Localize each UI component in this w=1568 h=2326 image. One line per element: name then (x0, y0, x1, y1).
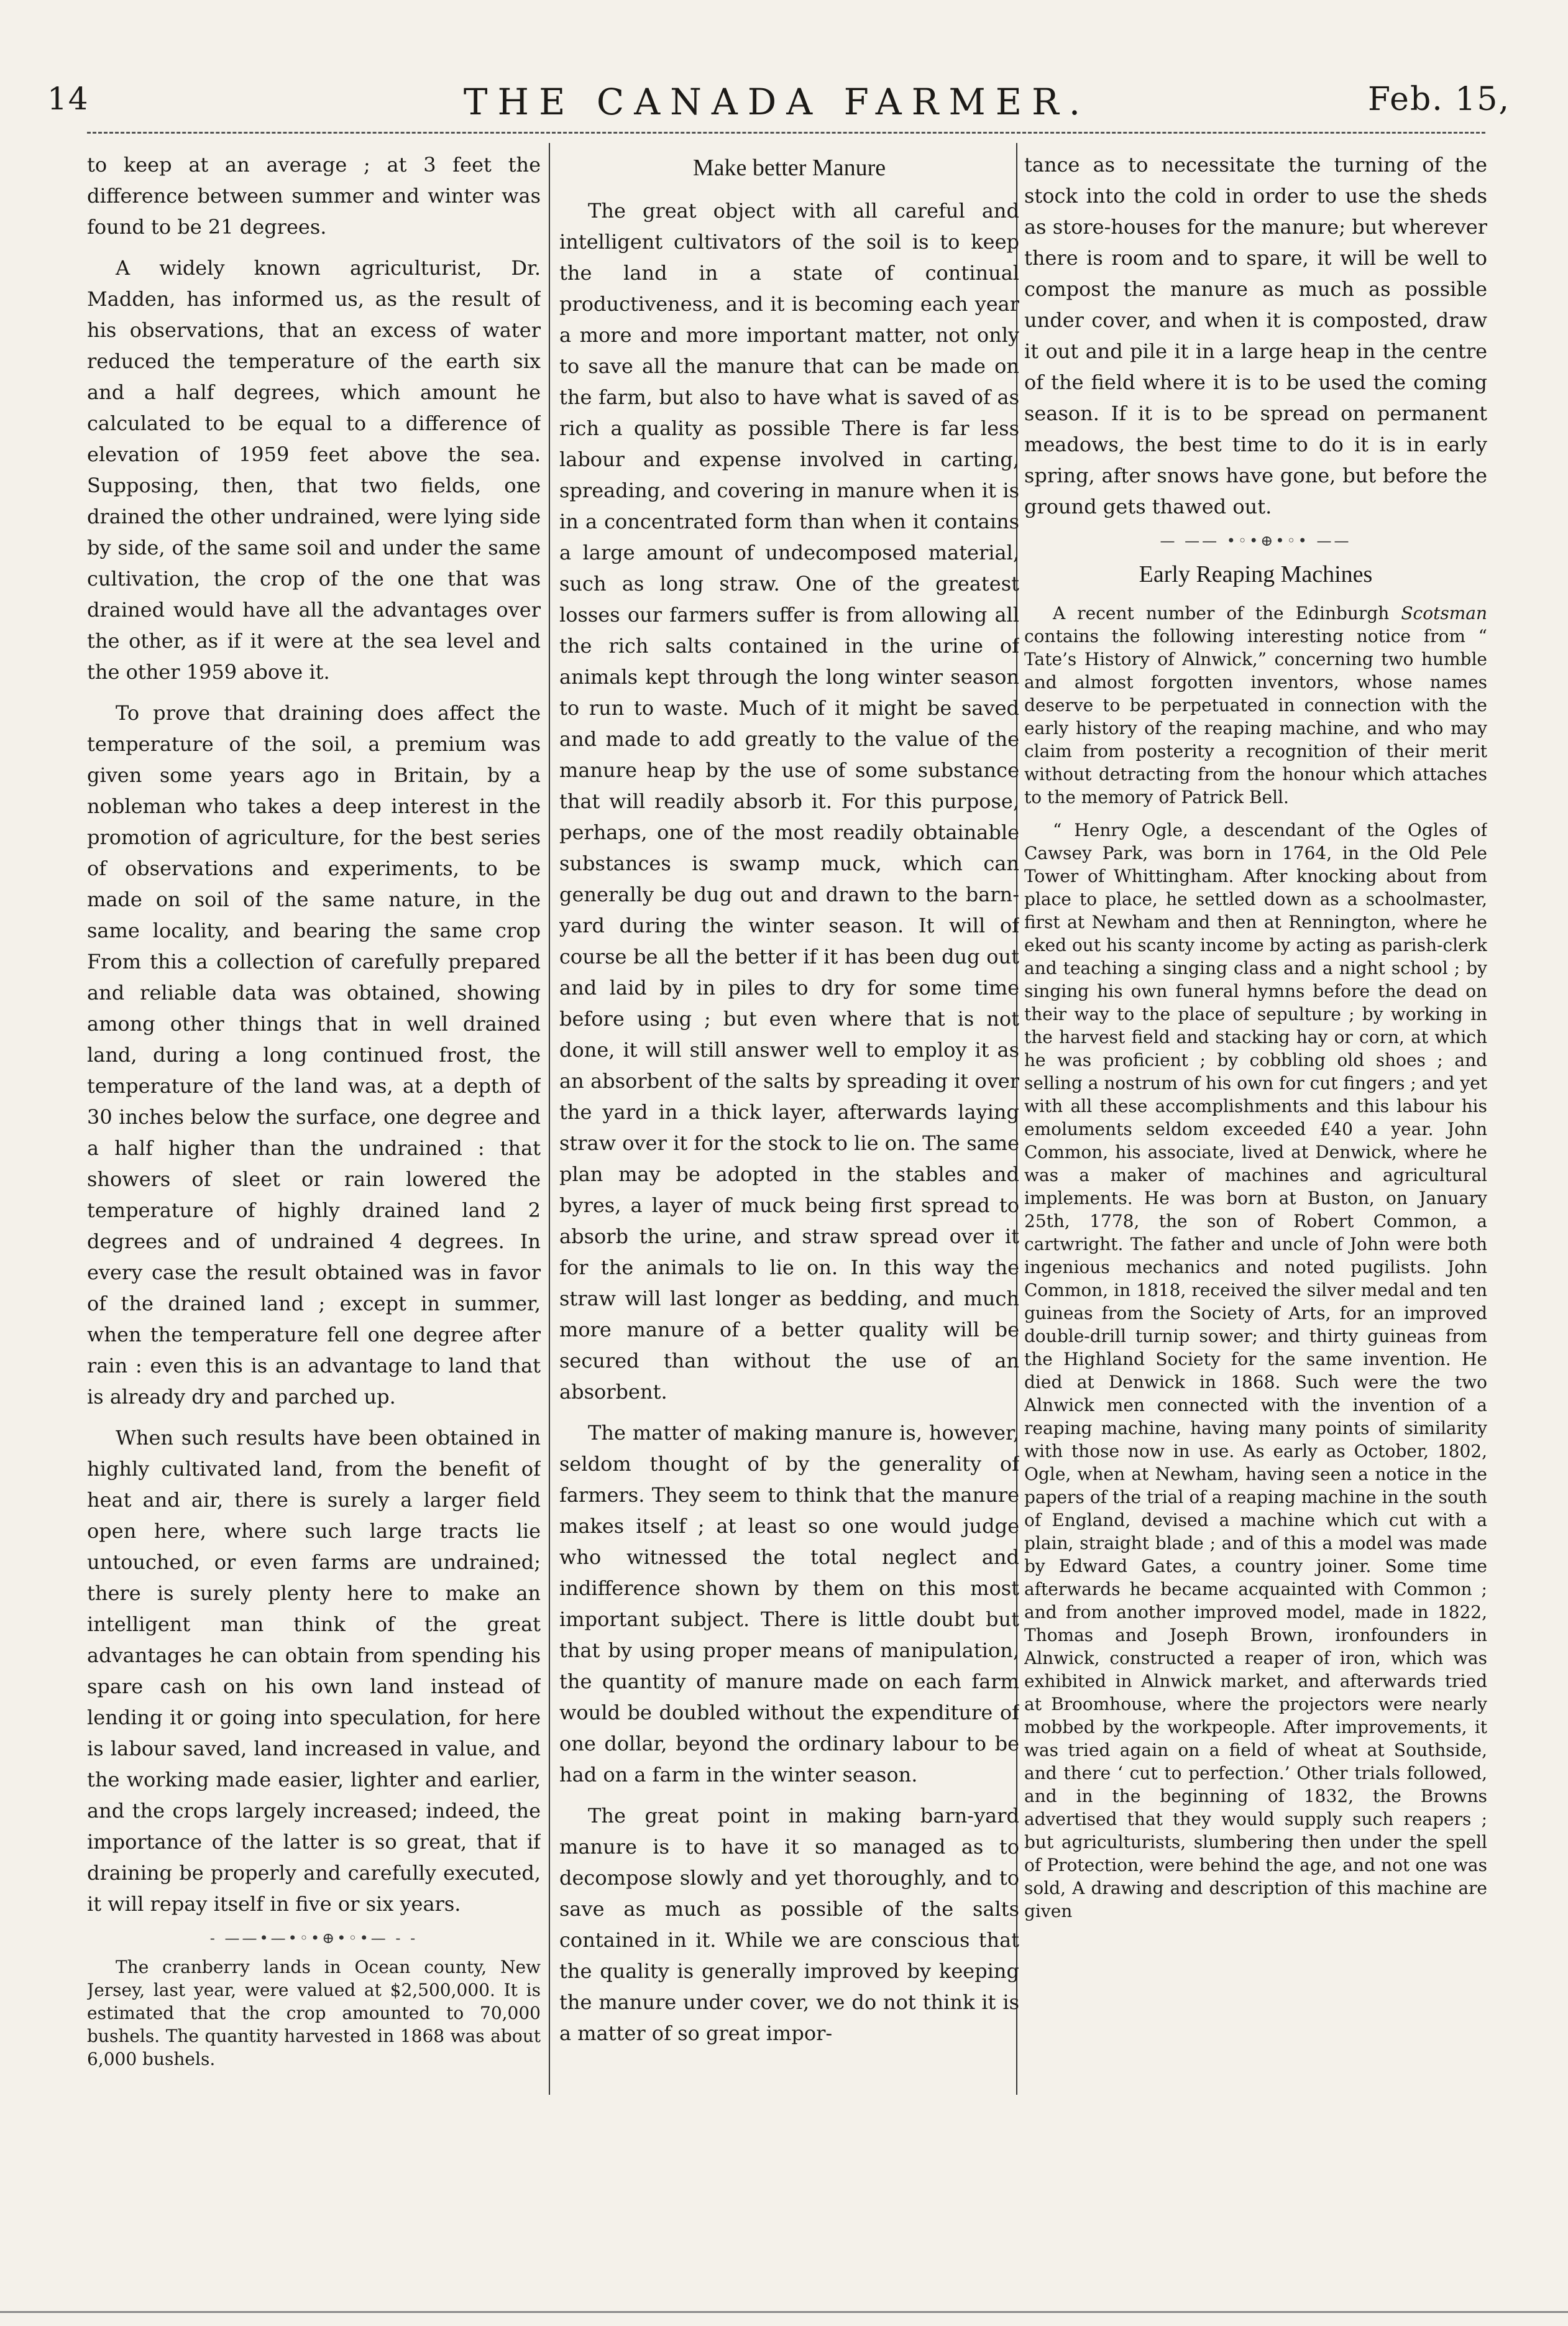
paragraph: When such results have been obtained in highly cultivated land, from the benefit of heat and air, there is surely a larger field open here, where such large tracts lie untouched, or even farms are undrained; there is surely plenty here to make an intelligent man think of the great advantages he can obtain from spending his spare cash on his own land instead of lending it or going into speculation, for here is labour saved, land increased in value, and the working made easier, lighter and earlier, and the crops largely increased; indeed, the importance of the latter is so great, that if draining be properly and carefully executed, it will repay itself in five or six years. (87, 1426, 541, 1916)
section-ornament: - ——•—•◦•⊕•◦•— - - (209, 1929, 418, 1947)
paragraph: The great point in making barn-yard manure is to have it so managed as to decompose slowly and yet thoroughly, and to save as much as possible of the salts contained in it. While we are conscious that the quality is generally improved by keeping the manure under cover, we do not think it is a matter of so great impor- (559, 1804, 1019, 2045)
page-number: 14 (47, 81, 89, 117)
paragraph: To prove that draining does affect the temperature of the soil, a premium was given some years ago in Britain, by a nobleman who takes a deep interest in the promotion of agriculture, for the best series of observations and experiments, to be made on soil of the same nature, in the same locality, and bearing the same crop From this a collection of carefully prepared and reliable data was obtained, showing among other things that in well drained land, during a long continued frost, the temperature of the land was, at a depth of 30 inches below the surface, one degree and a half higher than the undrained : that showers of sleet or rain lowered the temperature of highly drained land 2 degrees and of undrained 4 degrees. In every case the result obtained was in favor of the drained land ; except in summer, when the temperature fell one degree after rain : even this is an advantage to land that is already dry and parched up. (87, 701, 541, 1409)
publication-name: Scotsman (1401, 603, 1487, 623)
article-heading: Make better Manure (692, 155, 886, 181)
paragraph (1024, 602, 1487, 809)
header-rule (87, 132, 1485, 134)
section-ornament: — —— •◦•⊕•◦• —— (1160, 532, 1352, 549)
column-1 (87, 149, 541, 2107)
masthead-title: THE CANADA FARMER. (463, 81, 1091, 123)
paragraph: to keep at an average ; at 3 feet the difference between summer and winter was found to be 21 degrees. (87, 153, 541, 239)
page-header (44, 81, 1510, 124)
bottom-rule (0, 2311, 1568, 2313)
article-heading: Early Reaping Machines (1139, 561, 1373, 587)
quoted-paragraph: “ Henry Ogle, a descendant of the Ogles of Cawsey Park, was born in 1764, in the Old Pele Tower of Whittingham. After knocking about from place to place, he settled down as a schoolmaster, first at Newham and then at Rennington, where he eked out his scanty income by acting as parish-clerk and teaching a singing class and a night school ; by singing his own funeral hymns before the dead on their way to the place of sepulture ; by working in the harvest field and stacking hay or corn, at which he was proficient ; by cobbling old shoes ; and selling a nostrum of his own for cut fingers ; and yet with all these accomplishments and this labour his emoluments seldom exceeded £40 a year. John Common, his associate, lived at Denwick, where he was a maker of machines and agricultural implements. He was born at Buston, on January 25th, 1778, the son of Robert Common, a cartwright. The father and uncle of John were both ingenious mechanics and noted pugilists. John Common, in 1818, received the silver medal and ten guineas from the Society of Arts, for an improved double-drill turnip sower; and thirty guineas from the Highland Society for the same invention. He died at Denwick in 1868. Such were the two Alnwick men connected with the invention of a reaping machine, having many points of similarity with those now in use. As early as October, 1802, Ogle, when at Newham, having seen a notice in the papers of the trial of a reaping machine in the south of England, devised a machine which cut with a plain, straight blade ; and of this a model was made by Edward Gates, a country joiner. Some time afterwards he became acquainted with Common ; and from another improved model, made in 1822, Thomas and Joseph Brown, ironfounders in Alnwick, constructed a reaper of iron, which was exhibited in Alnwick market, and afterwards tried at Broomhouse, where the projectors were nearly mobbed by the workpeople. After improvements, it was tried again on a field of wheat at Southside, and there ‘ cut to perfection.’ Other trials followed, and in the beginning of 1832, the Browns advertised that they would supply such reapers ; but agriculturists, slumbering then under the spell of Protection, were behind the age, and not one was sold, A drawing and description of this machine are given (1024, 820, 1487, 1921)
paragraph: A widely known agriculturist, Dr. Madden, has informed us, as the result of his observations, that an excess of water reduced the temperature of the earth six and a half degrees, which amount he calculated to be equal to a difference of elevation of 1959 feet above the sea. Supposing, then, that two fields, one drained the other undrained, were lying side by side, of the same soil and under the same cultivation, the crop of the one that was drained would have all the advantages over the other, as if it were at the sea level and the other 1959 above it. (87, 256, 541, 684)
text-run: A recent number of the Edinburgh (1053, 603, 1390, 623)
paragraph: tance as to necessitate the turning of the stock into the cold in order to use the sheds as store-houses for the manure; but wherever there is room and to spare, it will be well to compost the manure as much as possible under cover, and when it is composted, draw it out and pile it in a large heap in the centre of the field where it is to be used the coming season. If it is to be spread on permanent meadows, the best time to do it is in early spring, after snows have gone, but before the ground gets thawed out. (1024, 153, 1487, 518)
column-2 (559, 149, 1019, 2107)
column-divider (549, 143, 550, 2095)
column-3 (1024, 149, 1487, 2107)
text-run: contains the following interesting notice from “ Tate’s History of Alnwick,” concerning two humble and almost forgotten inventors, whose names deserve to be perpetuated in connection with the early history of the reaping machine, and who may claim from posterity a recognition of their merit without detracting from the honour which attaches to the memory of Patrick Bell. (1024, 626, 1487, 807)
issue-date: Feb. 15, (1367, 81, 1510, 118)
news-item: The cranberry lands in Ocean county, New Jersey, last year, were valued at $2,500,000. It is estimated that the crop amounted to 70,000 bushels. The quantity harvested in 1868 was about 6,000 bushels. (87, 1957, 541, 2069)
paragraph: The great object with all careful and intelligent cultivators of the soil is to keep the land in a state of continual productiveness, and it is becoming each year a more and more important matter, not only to save all the manure that can be made on the farm, but also to have what is saved of as rich a quality as possible There is far less labour and expense involved in carting, spreading, and covering in manure when it is in a concentrated form than when it contains a large amount of undecomposed material, such as long straw. One of the greatest losses our farmers suffer is from allowing all the rich salts contained in the urine of animals kept through the long winter season to run to waste. Much of it might be saved and made to add greatly to the value of the manure heap by the use of some substance that will readily absorb it. For this purpose, perhaps, one of the most readily obtainable substances is swamp muck, which can generally be dug out and drawn to the barn-yard during the winter season. It will of course be all the better if it has been dug out and laid by in piles to dry for some time before using ; but even where that is not done, it will still answer well to employ it as an absorbent of the salts by spreading it over the yard in a thick layer, afterwards laying straw over it for the stock to lie on. The same plan may be adopted in the stables and byres, a layer of muck being first spread to absorb the urine, and straw spread over it for the animals to lie on. In this way the straw will last longer as bedding, and much more manure of a better quality will be secured than without the use of an absorbent. (559, 199, 1019, 1404)
paragraph: The matter of making manure is, however, seldom thought of by the generality of farmers. They seem to think that the manure makes itself ; at least so one would judge who witnessed the total neglect and indifference shown by them on this most important subject. There is little doubt but that by using proper means of manipulation, the quantity of manure made on each farm would be doubled without the expenditure of one dollar, beyond the ordinary labour to be had on a farm in the winter season. (559, 1421, 1019, 1786)
